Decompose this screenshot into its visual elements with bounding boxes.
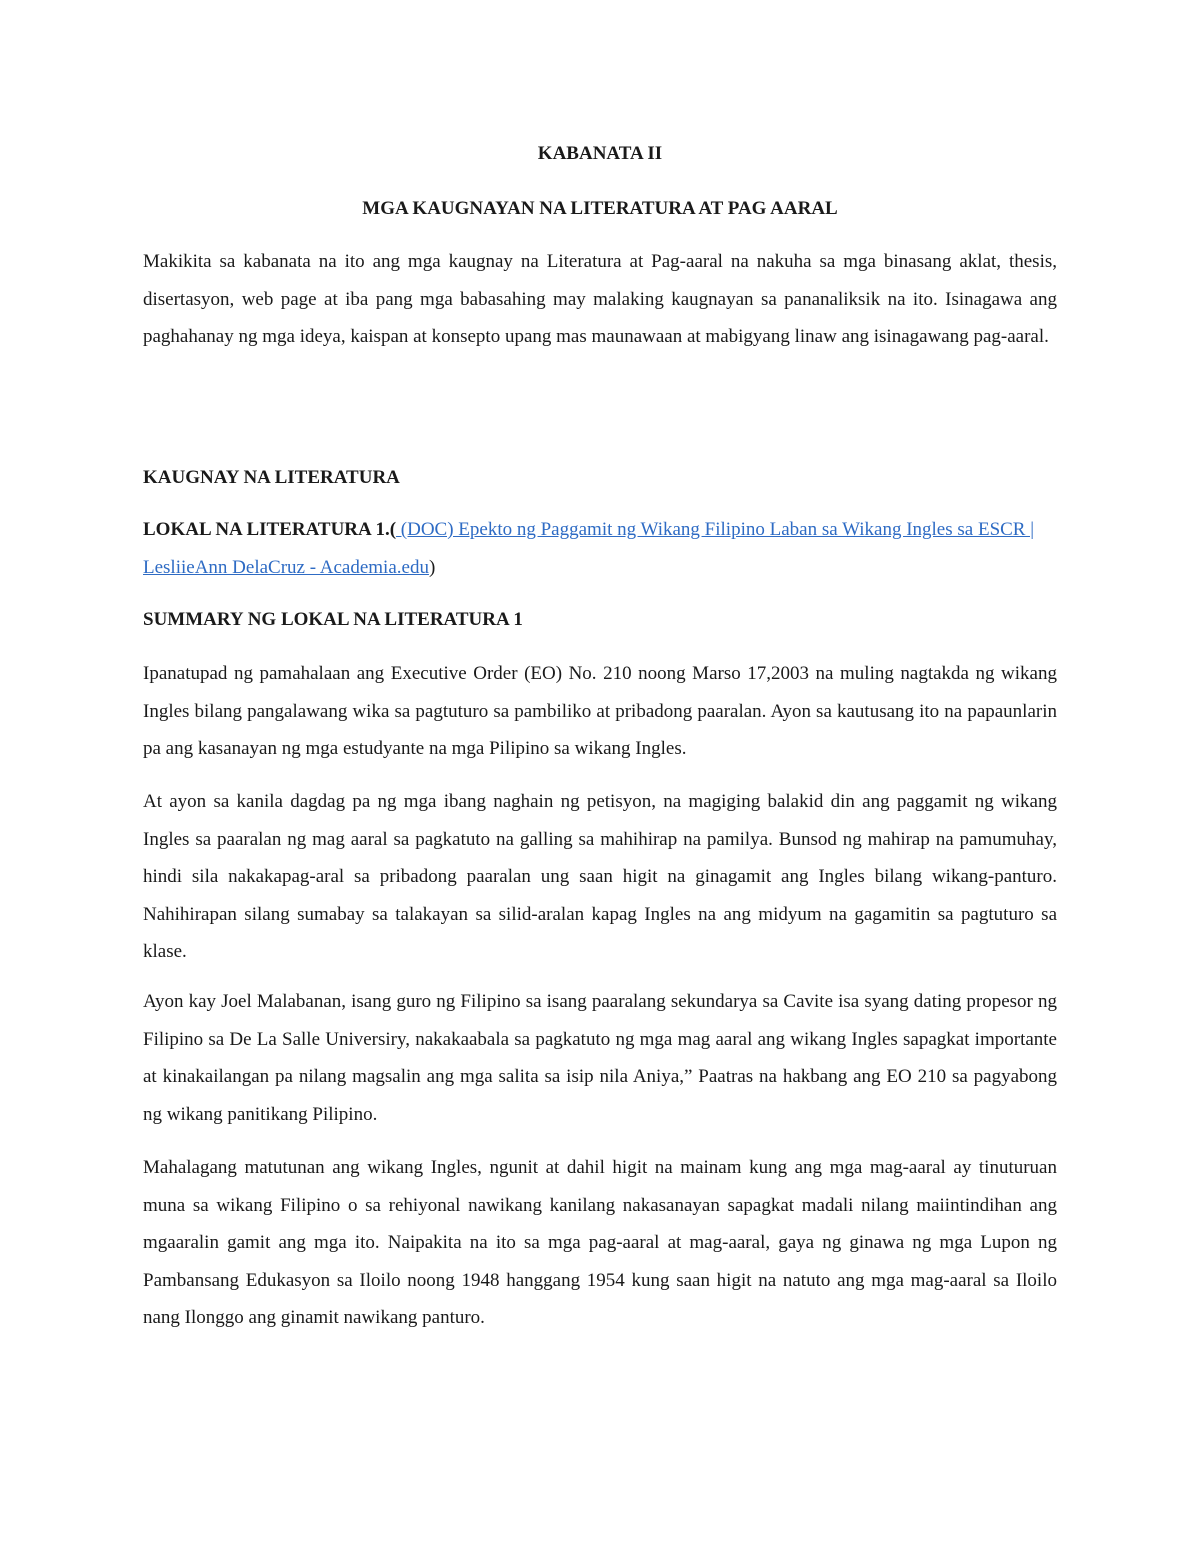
local-literature-label: LOKAL NA LITERATURA 1.(: [143, 519, 397, 540]
summary-paragraph-3: Ayon kay Joel Malabanan, isang guro ng Filipino sa isang paaralang sekundarya sa Cavite isa syang dating propesor ng Filipino sa De La Salle Universiry, nakakaabala sa pagkatuto ng mga mag aaral ang wikang Ingles sapagkat importante at kinakailangan pa nilang magsalin ang mga salita sa isip nila Aniya,” Paatras na hakbang ang EO 210 sa pagyabong ng wikang panitikang Pilipino.: [143, 991, 1057, 1125]
summary-paragraph-1: Ipanatupad ng pamahalaan ang Executive Order (EO) No. 210 noong Marso 17,2003 na muling nagtakda ng wikang Ingles bilang pangalawang wika sa pagtuturo sa pambiliko at pribadong paaralan. Ayon sa kautusang ito na papaunlarin pa ang kasanayan ng mga estudyante na mga Pilipino sa wikang Ingles.: [143, 663, 1057, 759]
chapter-title: KABANATA II: [537, 143, 663, 164]
intro-paragraph: Makikita sa kabanata na ito ang mga kaugnay na Literatura at Pag-aaral na nakuha sa mga binasang aklat, thesis, disertasyon, web page at iba pang mga babasahing may malaking kaugnayan sa pananaliksik na ito. Isinagawa ang paghahanay ng mga ideya, kaispan at konsepto upang mas maunawaan at mabigyang linaw ang isinagawang pag-aaral.: [143, 251, 1057, 347]
reference-close: ): [428, 556, 436, 578]
chapter-subtitle: MGA KAUGNAYAN NA LITERATURA AT PAG AARAL: [362, 198, 838, 219]
summary-heading: SUMMARY NG LOKAL NA LITERATURA 1: [143, 609, 523, 630]
summary-paragraph-4: Mahalagang matutunan ang wikang Ingles, ngunit at dahil higit na mainam kung ang mga mag-aaral ay tinuturuan muna sa wikang Filipino o sa rehiyonal nawikang kanilang nakasanayan sapagkat madali nilang maiintindihan ang mgaaralin gamit ang mga ito. Naipakita na ito sa mga pag-aaral at mag-aaral, gaya ng ginawa ng mga Lupon ng Pambansang Edukasyon sa Iloilo noong 1948 hanggang 1954 kung saan higit na natuto ang mga mag-aaral sa Iloilo nang Ilonggo ang ginamit nawikang panturo.: [143, 1157, 1057, 1328]
academia-reference-link[interactable]: (DOC) Epekto ng Paggamit ng Wikang Filipino Laban sa Wikang Ingles sa ESCR | LesliieAnn DelaCruz - Academia.edu: [143, 519, 1035, 578]
local-literature-reference: [143, 511, 1057, 586]
section-heading: KAUGNAY NA LITERATURA: [143, 467, 400, 488]
summary-paragraph-2: At ayon sa kanila dagdag pa ng mga ibang naghain ng petisyon, na magiging balakid din ang paggamit ng wikang Ingles sa paaralan ng mag aaral sa pagkatuto na galling sa mahihirap na pamilya. Bunsod ng mahirap na pamumuhay, hindi sila nakakapag-aral sa pribadong paaralan ung saan higit na ginagamit ang Ingles bilang wikang-panturo. Nahihirapan silang sumabay sa talakayan sa silid-aralan kapag Ingles na ang midyum na gagamitin sa pagtuturo sa klase.: [143, 791, 1057, 962]
